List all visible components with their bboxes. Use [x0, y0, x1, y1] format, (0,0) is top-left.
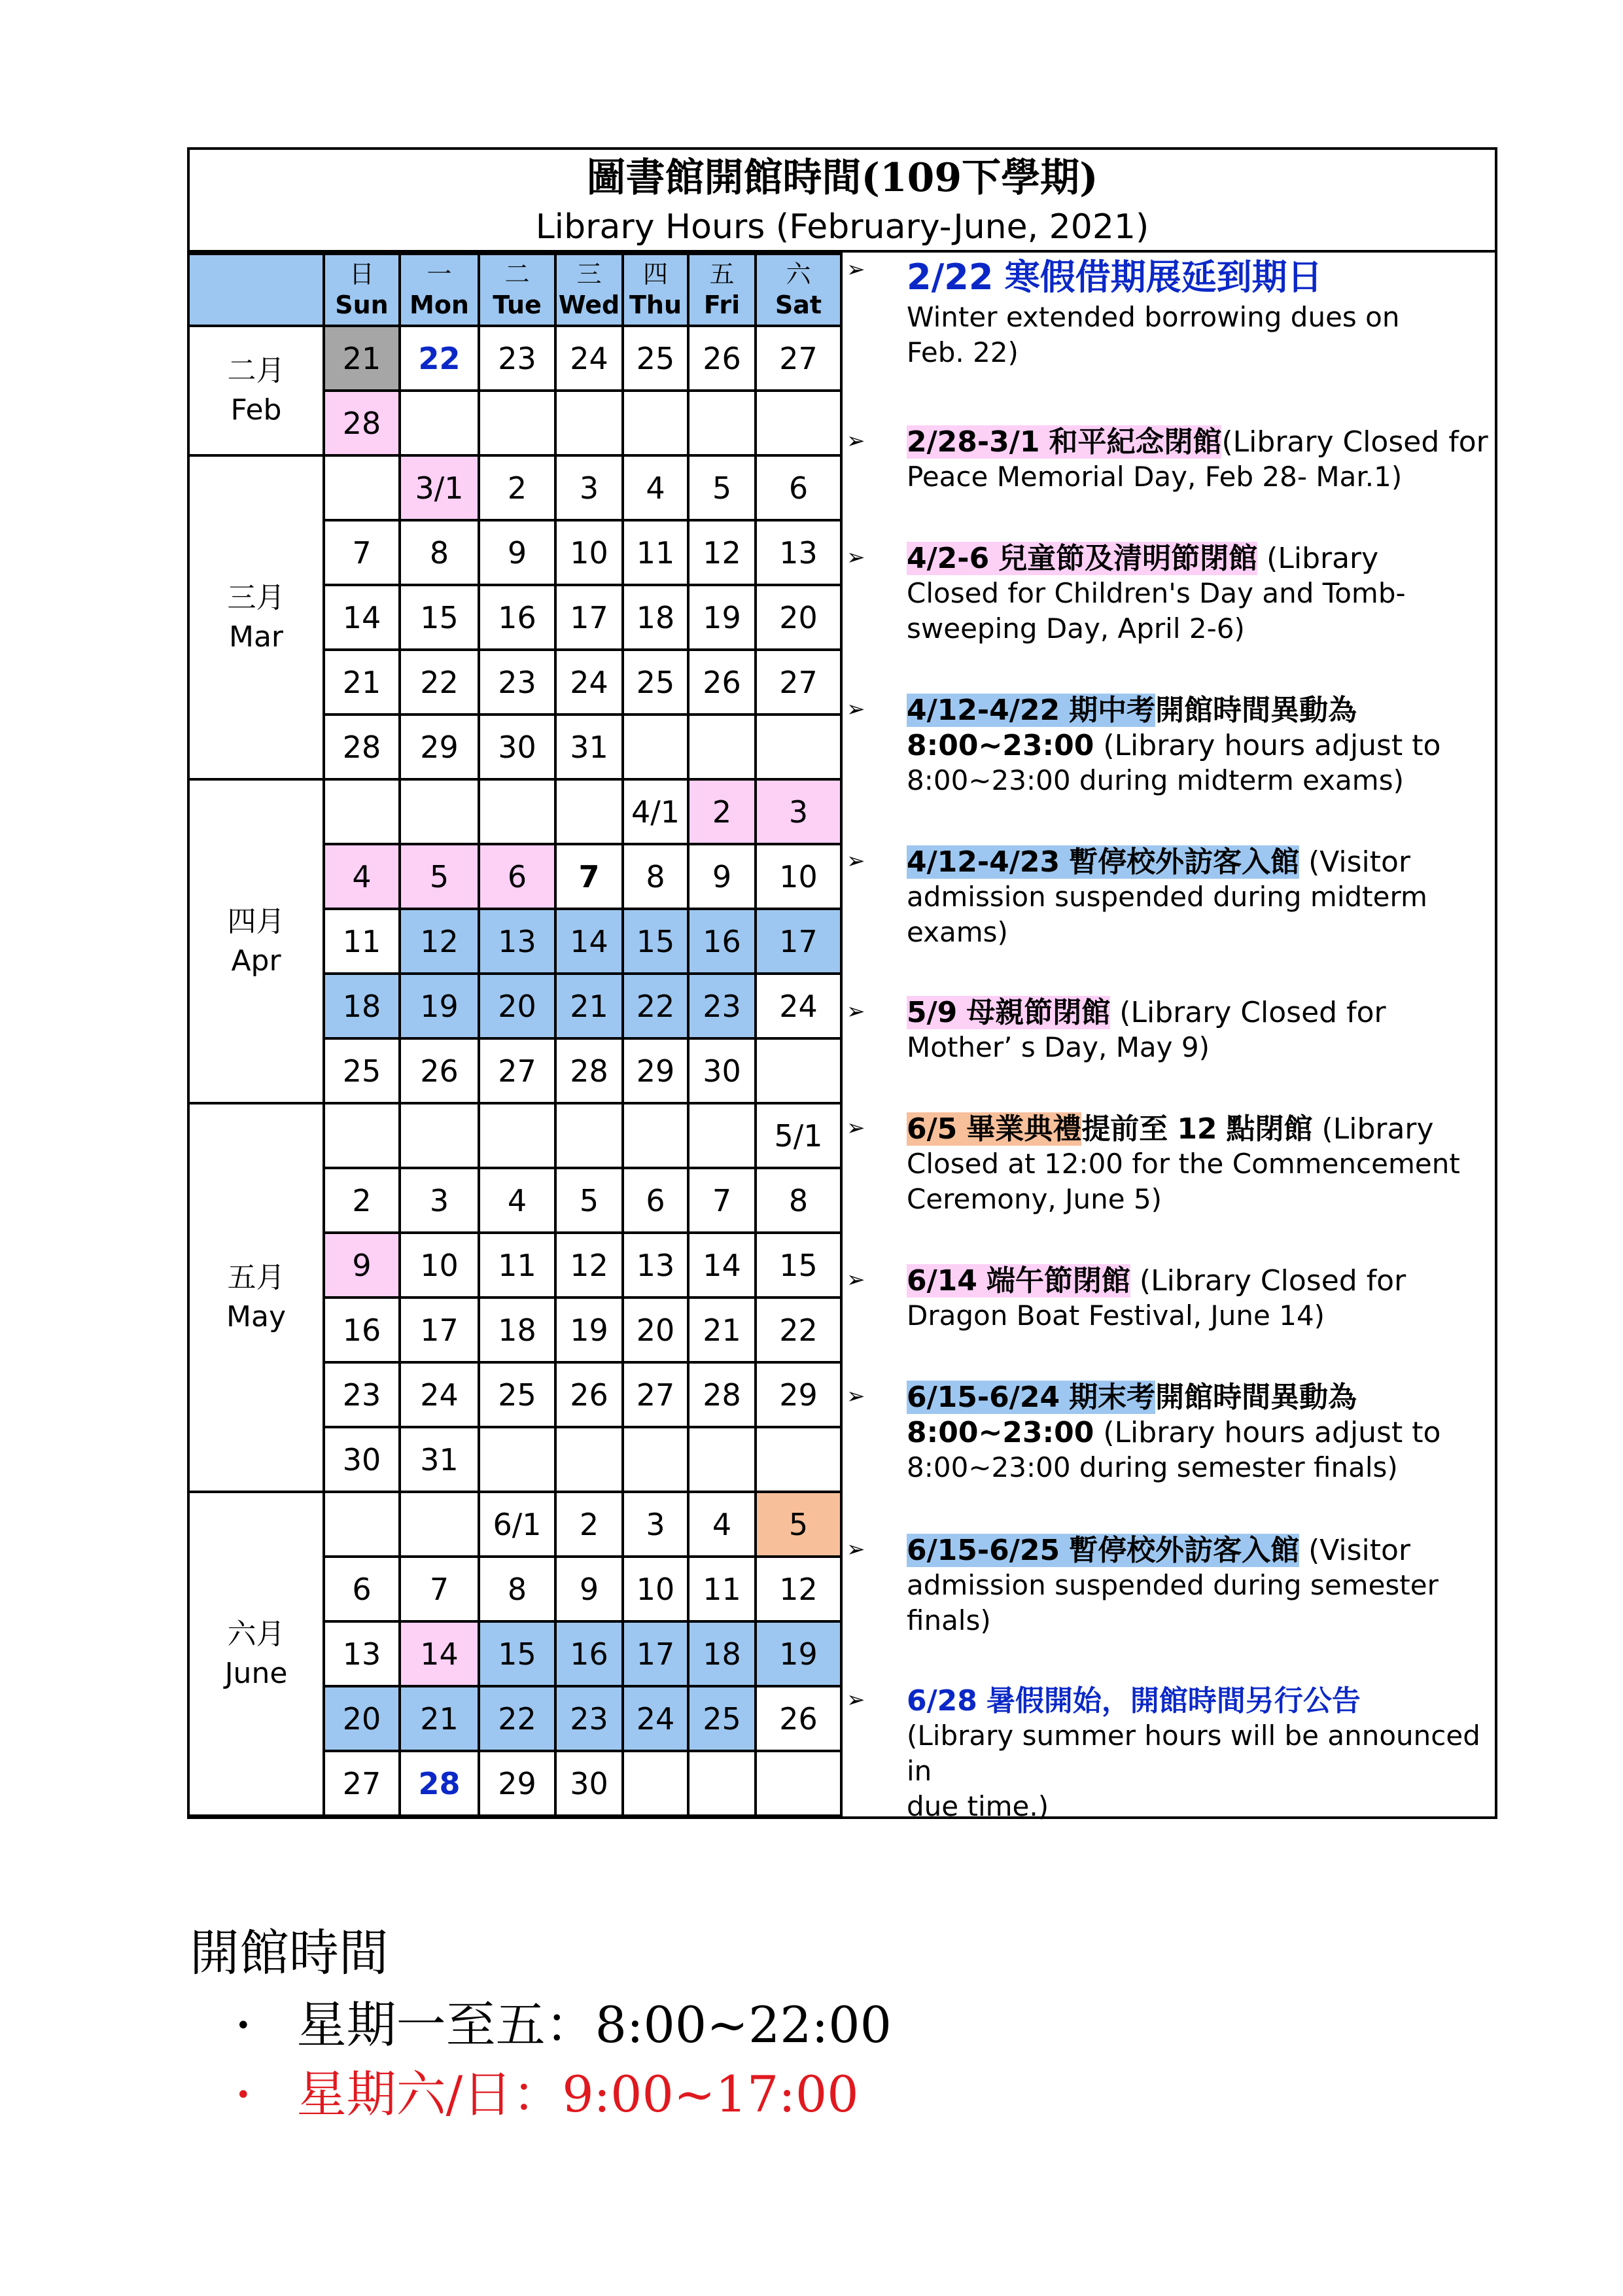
calendar-day: 14 — [688, 1233, 756, 1298]
calendar-day: 9 — [324, 1233, 400, 1298]
calendar-empty-cell — [400, 779, 479, 844]
calendar-day: 26 — [555, 1362, 623, 1427]
calendar-day: 20 — [324, 1686, 400, 1751]
calendar-day: 17 — [400, 1298, 479, 1362]
note-body: Mother’ s Day, May 9) — [907, 1031, 1210, 1063]
weekday-sat: 六 Sat — [756, 254, 841, 326]
title-box — [190, 150, 1495, 253]
calendar-day: 8 — [479, 1557, 555, 1621]
bullet-icon: • — [236, 2011, 251, 2041]
calendar-day: 21 — [324, 326, 400, 391]
calendar-day: 20 — [479, 974, 555, 1038]
calendar-empty-cell — [756, 391, 841, 455]
calendar-empty-cell — [623, 1427, 688, 1492]
calendar-day: 7 — [555, 844, 623, 909]
calendar-day: 26 — [756, 1686, 841, 1751]
calendar-day: 13 — [324, 1621, 400, 1686]
calendar-empty-cell — [324, 1103, 400, 1168]
calendar-day: 22 — [400, 326, 479, 391]
calendar-day: 19 — [400, 974, 479, 1038]
calendar-day: 24 — [400, 1362, 479, 1427]
calendar-week-row — [190, 455, 841, 520]
calendar-empty-cell — [688, 1751, 756, 1816]
calendar-empty-cell — [688, 715, 756, 779]
calendar-day: 11 — [324, 909, 400, 974]
weekday-sun: 日 Sun — [324, 254, 400, 326]
calendar-week-row — [190, 1492, 841, 1557]
calendar-day: 7 — [400, 1557, 479, 1621]
calendar-empty-cell — [756, 1751, 841, 1816]
opening-hours-section — [190, 1924, 892, 2123]
calendar-week-row — [190, 779, 841, 844]
calendar-day: 23 — [555, 1686, 623, 1751]
note-body: 8:00~23:00 during midterm exams) — [907, 764, 1404, 796]
calendar-day: 14 — [555, 909, 623, 974]
calendar-day: 15 — [756, 1233, 841, 1298]
calendar-day: 7 — [324, 520, 400, 585]
weekday-thu: 四 Thu — [623, 254, 688, 326]
calendar-empty-cell — [400, 1103, 479, 1168]
calendar-day: 26 — [688, 326, 756, 391]
calendar-day: 8 — [400, 520, 479, 585]
calendar-day: 22 — [756, 1298, 841, 1362]
calendar-day: 3/1 — [400, 455, 479, 520]
calendar-day: 6 — [479, 844, 555, 909]
month-label: 四月 Apr — [190, 779, 324, 1103]
calendar-day: 6 — [756, 455, 841, 520]
calendar-day: 25 — [688, 1686, 756, 1751]
calendar-day: 4/1 — [623, 779, 688, 844]
calendar-day: 28 — [324, 715, 400, 779]
calendar-day: 17 — [756, 909, 841, 974]
calendar-day: 12 — [555, 1233, 623, 1298]
calendar-day: 18 — [324, 974, 400, 1038]
calendar-day: 27 — [756, 650, 841, 715]
arrow-icon: ➢ — [846, 1115, 865, 1141]
calendar-empty-cell — [324, 455, 400, 520]
bullet-icon: • — [236, 2080, 251, 2110]
calendar-day: 3 — [400, 1168, 479, 1233]
calendar-day: 3 — [555, 455, 623, 520]
calendar-day: 23 — [688, 974, 756, 1038]
calendar-day: 24 — [555, 650, 623, 715]
calendar-week-row — [190, 326, 841, 391]
calendar-day: 23 — [479, 650, 555, 715]
note-body: Winter extended borrowing dues on Feb. 22) — [907, 301, 1400, 368]
calendar-day: 25 — [623, 650, 688, 715]
title-english: Library Hours (February-June, 2021) — [535, 207, 1149, 247]
weekday-hours: • 星期一至五：8:00~22:00 — [236, 1996, 892, 2054]
arrow-icon: ➢ — [846, 544, 865, 571]
calendar-day: 15 — [400, 585, 479, 650]
calendar-day: 23 — [479, 326, 555, 391]
weekday-mon: 一 Mon — [400, 254, 479, 326]
calendar-day: 20 — [623, 1298, 688, 1362]
calendar-day: 5 — [555, 1168, 623, 1233]
calendar-day: 9 — [479, 520, 555, 585]
calendar-day: 17 — [623, 1621, 688, 1686]
note-body: admission suspended during midterm exams) — [907, 881, 1427, 948]
calendar-day: 12 — [400, 909, 479, 974]
calendar-day: 30 — [555, 1751, 623, 1816]
calendar-empty-cell — [688, 391, 756, 455]
note-body: Dragon Boat Festival, June 14) — [907, 1299, 1325, 1332]
title-chinese: 圖書館開館時間(109下學期) — [586, 155, 1098, 201]
calendar-day: 28 — [555, 1038, 623, 1103]
calendar-day: 12 — [756, 1557, 841, 1621]
calendar-day: 29 — [756, 1362, 841, 1427]
calendar-day: 27 — [324, 1751, 400, 1816]
calendar-day: 10 — [623, 1557, 688, 1621]
arrow-icon: ➢ — [846, 428, 865, 454]
calendar-day: 29 — [400, 715, 479, 779]
month-label: 六月 June — [190, 1492, 324, 1816]
calendar-day: 14 — [400, 1621, 479, 1686]
calendar-day: 12 — [688, 520, 756, 585]
calendar-day: 14 — [324, 585, 400, 650]
calendar-day: 21 — [555, 974, 623, 1038]
calendar-day: 24 — [623, 1686, 688, 1751]
calendar-week-row — [190, 1103, 841, 1168]
calendar-day: 18 — [688, 1621, 756, 1686]
arrow-icon: ➢ — [846, 696, 865, 722]
calendar-day: 6 — [623, 1168, 688, 1233]
calendar-day: 13 — [756, 520, 841, 585]
calendar-day: 17 — [555, 585, 623, 650]
calendar-body — [190, 326, 841, 1816]
month-label: 二月 Feb — [190, 326, 324, 455]
calendar-day: 2 — [479, 455, 555, 520]
calendar-empty-cell — [400, 391, 479, 455]
calendar-empty-cell — [555, 779, 623, 844]
calendar-empty-cell — [623, 1103, 688, 1168]
calendar-day: 4 — [623, 455, 688, 520]
calendar-empty-cell — [400, 1492, 479, 1557]
calendar-day: 8 — [623, 844, 688, 909]
calendar-day: 13 — [479, 909, 555, 974]
calendar-day: 30 — [324, 1427, 400, 1492]
arrow-icon: ➢ — [846, 1687, 865, 1713]
note-body: 8:00~23:00 during semester finals) — [907, 1451, 1398, 1483]
calendar-empty-cell — [479, 391, 555, 455]
calendar-day: 10 — [756, 844, 841, 909]
calendar-day: 3 — [756, 779, 841, 844]
calendar-day: 29 — [623, 1038, 688, 1103]
calendar-day: 30 — [688, 1038, 756, 1103]
calendar-empty-cell — [555, 391, 623, 455]
calendar-day: 2 — [688, 779, 756, 844]
calendar-day: 31 — [555, 715, 623, 779]
month-label: 三月 Mar — [190, 455, 324, 779]
month-label: 五月 May — [190, 1103, 324, 1492]
calendar-day: 4 — [324, 844, 400, 909]
calendar-day: 2 — [555, 1492, 623, 1557]
note-body: Closed for Children's Day and Tomb- sweeping Day, April 2-6) — [907, 577, 1406, 645]
calendar-day: 18 — [623, 585, 688, 650]
note-body: Closed at 12:00 for the Commencement Ceremony, June 5) — [907, 1148, 1460, 1215]
calendar-day: 7 — [688, 1168, 756, 1233]
calendar-day: 10 — [555, 520, 623, 585]
calendar-day: 10 — [400, 1233, 479, 1298]
calendar-day: 28 — [688, 1362, 756, 1427]
weekday-tue: 二 Tue — [479, 254, 555, 326]
calendar-day: 5 — [688, 455, 756, 520]
calendar-day: 21 — [688, 1298, 756, 1362]
calendar-day: 24 — [555, 326, 623, 391]
calendar-day: 28 — [400, 1751, 479, 1816]
calendar-empty-cell — [688, 1103, 756, 1168]
notes-panel: ➢ 2/22 寒假借期展延到期日 Winter extended borrowing dues on Feb. 22) ➢ 2/28-3/1 和平紀念閉館(Library Closed for Peace Memorial Day, Feb 28- Mar.1) ➢ 4/2-6 兒童節及清明節閉館 (Library Closed for Children's Day and Tomb- sweeping Day, April 2-6) ➢ 4/12-4/22 期中考開館時間異動為 8:00~23:00 (Library hours adjust to 8:00~23:00 during midterm exams) ➢ 4/12-4/23 暫停校外訪客入館 (Visitor admission suspended during midterm exams) ➢ 5/9 母親節閉館 (Library Closed for Mother’ s Day, May 9) ➢ 6/5 畢業典禮提前至 12 點閉館 (Library Closed at 12:00 for the Commencement Ceremony, June 5) ➢ 6/14 端午節閉館 (Library Closed for Dragon Boat Festival, June 14) ➢ 6/15-6/24 期末考開館時間異動為 8:00~23:00 (Library hours adjust to 8:00~23:00 during semester finals) ➢ 6/15-6/25 暫停校外訪客入館 (Visitor admission suspended during semester finals) ➢ 6/28 暑假開始，開館時間另行公告 (Library summer hours will be announced in due time.) — [841, 253, 1495, 1816]
library-hours-frame — [187, 147, 1497, 1822]
note-body: admission suspended during semester finals) — [907, 1569, 1439, 1636]
arrow-icon: ➢ — [846, 1267, 865, 1293]
weekday-wed: 三 Wed — [555, 254, 623, 326]
note-body: Peace Memorial Day, Feb 28- Mar.1) — [907, 461, 1403, 493]
calendar-empty-cell — [623, 715, 688, 779]
calendar-empty-cell — [324, 779, 400, 844]
weekday-header-row — [190, 254, 841, 326]
calendar-day: 31 — [400, 1427, 479, 1492]
calendar-empty-cell — [479, 779, 555, 844]
calendar-day: 21 — [400, 1686, 479, 1751]
calendar-day: 21 — [324, 650, 400, 715]
arrow-icon: ➢ — [846, 1536, 865, 1563]
calendar-day: 25 — [623, 326, 688, 391]
calendar-day: 16 — [324, 1298, 400, 1362]
arrow-icon: ➢ — [846, 256, 865, 283]
calendar-day: 22 — [400, 650, 479, 715]
calendar-day: 4 — [479, 1168, 555, 1233]
weekday-fri: 五 Fri — [688, 254, 756, 326]
calendar-day: 15 — [479, 1621, 555, 1686]
calendar-day: 20 — [756, 585, 841, 650]
calendar-empty-cell — [688, 1427, 756, 1492]
calendar-day: 25 — [324, 1038, 400, 1103]
calendar-day: 26 — [688, 650, 756, 715]
calendar-table — [190, 253, 843, 1817]
calendar-day: 15 — [623, 909, 688, 974]
arrow-icon: ➢ — [846, 998, 865, 1025]
calendar-empty-cell — [555, 1427, 623, 1492]
calendar-empty-cell — [324, 1492, 400, 1557]
calendar-empty-cell — [555, 1103, 623, 1168]
weekend-hours: • 星期六/日：9:00~17:00 — [236, 2065, 859, 2123]
calendar-day: 9 — [688, 844, 756, 909]
calendar-day: 13 — [623, 1233, 688, 1298]
calendar-day: 28 — [324, 391, 400, 455]
calendar-day: 8 — [756, 1168, 841, 1233]
calendar-day: 30 — [479, 715, 555, 779]
calendar-empty-cell — [756, 1038, 841, 1103]
calendar-day: 3 — [623, 1492, 688, 1557]
calendar-day: 5 — [400, 844, 479, 909]
calendar-day: 16 — [479, 585, 555, 650]
calendar-day: 16 — [688, 909, 756, 974]
calendar-day: 11 — [623, 520, 688, 585]
calendar-empty-cell — [756, 715, 841, 779]
calendar-day: 29 — [479, 1751, 555, 1816]
arrow-icon: ➢ — [846, 848, 865, 874]
calendar-day: 27 — [479, 1038, 555, 1103]
calendar-day: 6/1 — [479, 1492, 555, 1557]
header-corner — [190, 254, 324, 326]
calendar-day: 22 — [623, 974, 688, 1038]
calendar-day: 5/1 — [756, 1103, 841, 1168]
calendar-day: 23 — [324, 1362, 400, 1427]
calendar-day: 11 — [479, 1233, 555, 1298]
calendar-day: 19 — [688, 585, 756, 650]
calendar-empty-cell — [623, 1751, 688, 1816]
calendar-day: 27 — [756, 326, 841, 391]
calendar-day: 19 — [555, 1298, 623, 1362]
calendar-day: 16 — [555, 1621, 623, 1686]
calendar-empty-cell — [756, 1427, 841, 1492]
calendar-empty-cell — [479, 1103, 555, 1168]
calendar-day: 6 — [324, 1557, 400, 1621]
calendar-day: 19 — [756, 1621, 841, 1686]
calendar-day: 2 — [324, 1168, 400, 1233]
calendar-day: 18 — [479, 1298, 555, 1362]
calendar-day: 4 — [688, 1492, 756, 1557]
opening-hours-title: 開館時間 — [190, 1924, 389, 1982]
calendar-day: 9 — [555, 1557, 623, 1621]
calendar-day: 27 — [623, 1362, 688, 1427]
calendar-day: 25 — [479, 1362, 555, 1427]
calendar-day: 5 — [756, 1492, 841, 1557]
calendar-empty-cell — [479, 1427, 555, 1492]
arrow-icon: ➢ — [846, 1383, 865, 1409]
calendar-day: 22 — [479, 1686, 555, 1751]
calendar-empty-cell — [623, 391, 688, 455]
note-body: (Library summer hours will be announced in due time.) — [907, 1720, 1480, 1822]
calendar-day: 26 — [400, 1038, 479, 1103]
calendar-day: 24 — [756, 974, 841, 1038]
calendar-day: 11 — [688, 1557, 756, 1621]
